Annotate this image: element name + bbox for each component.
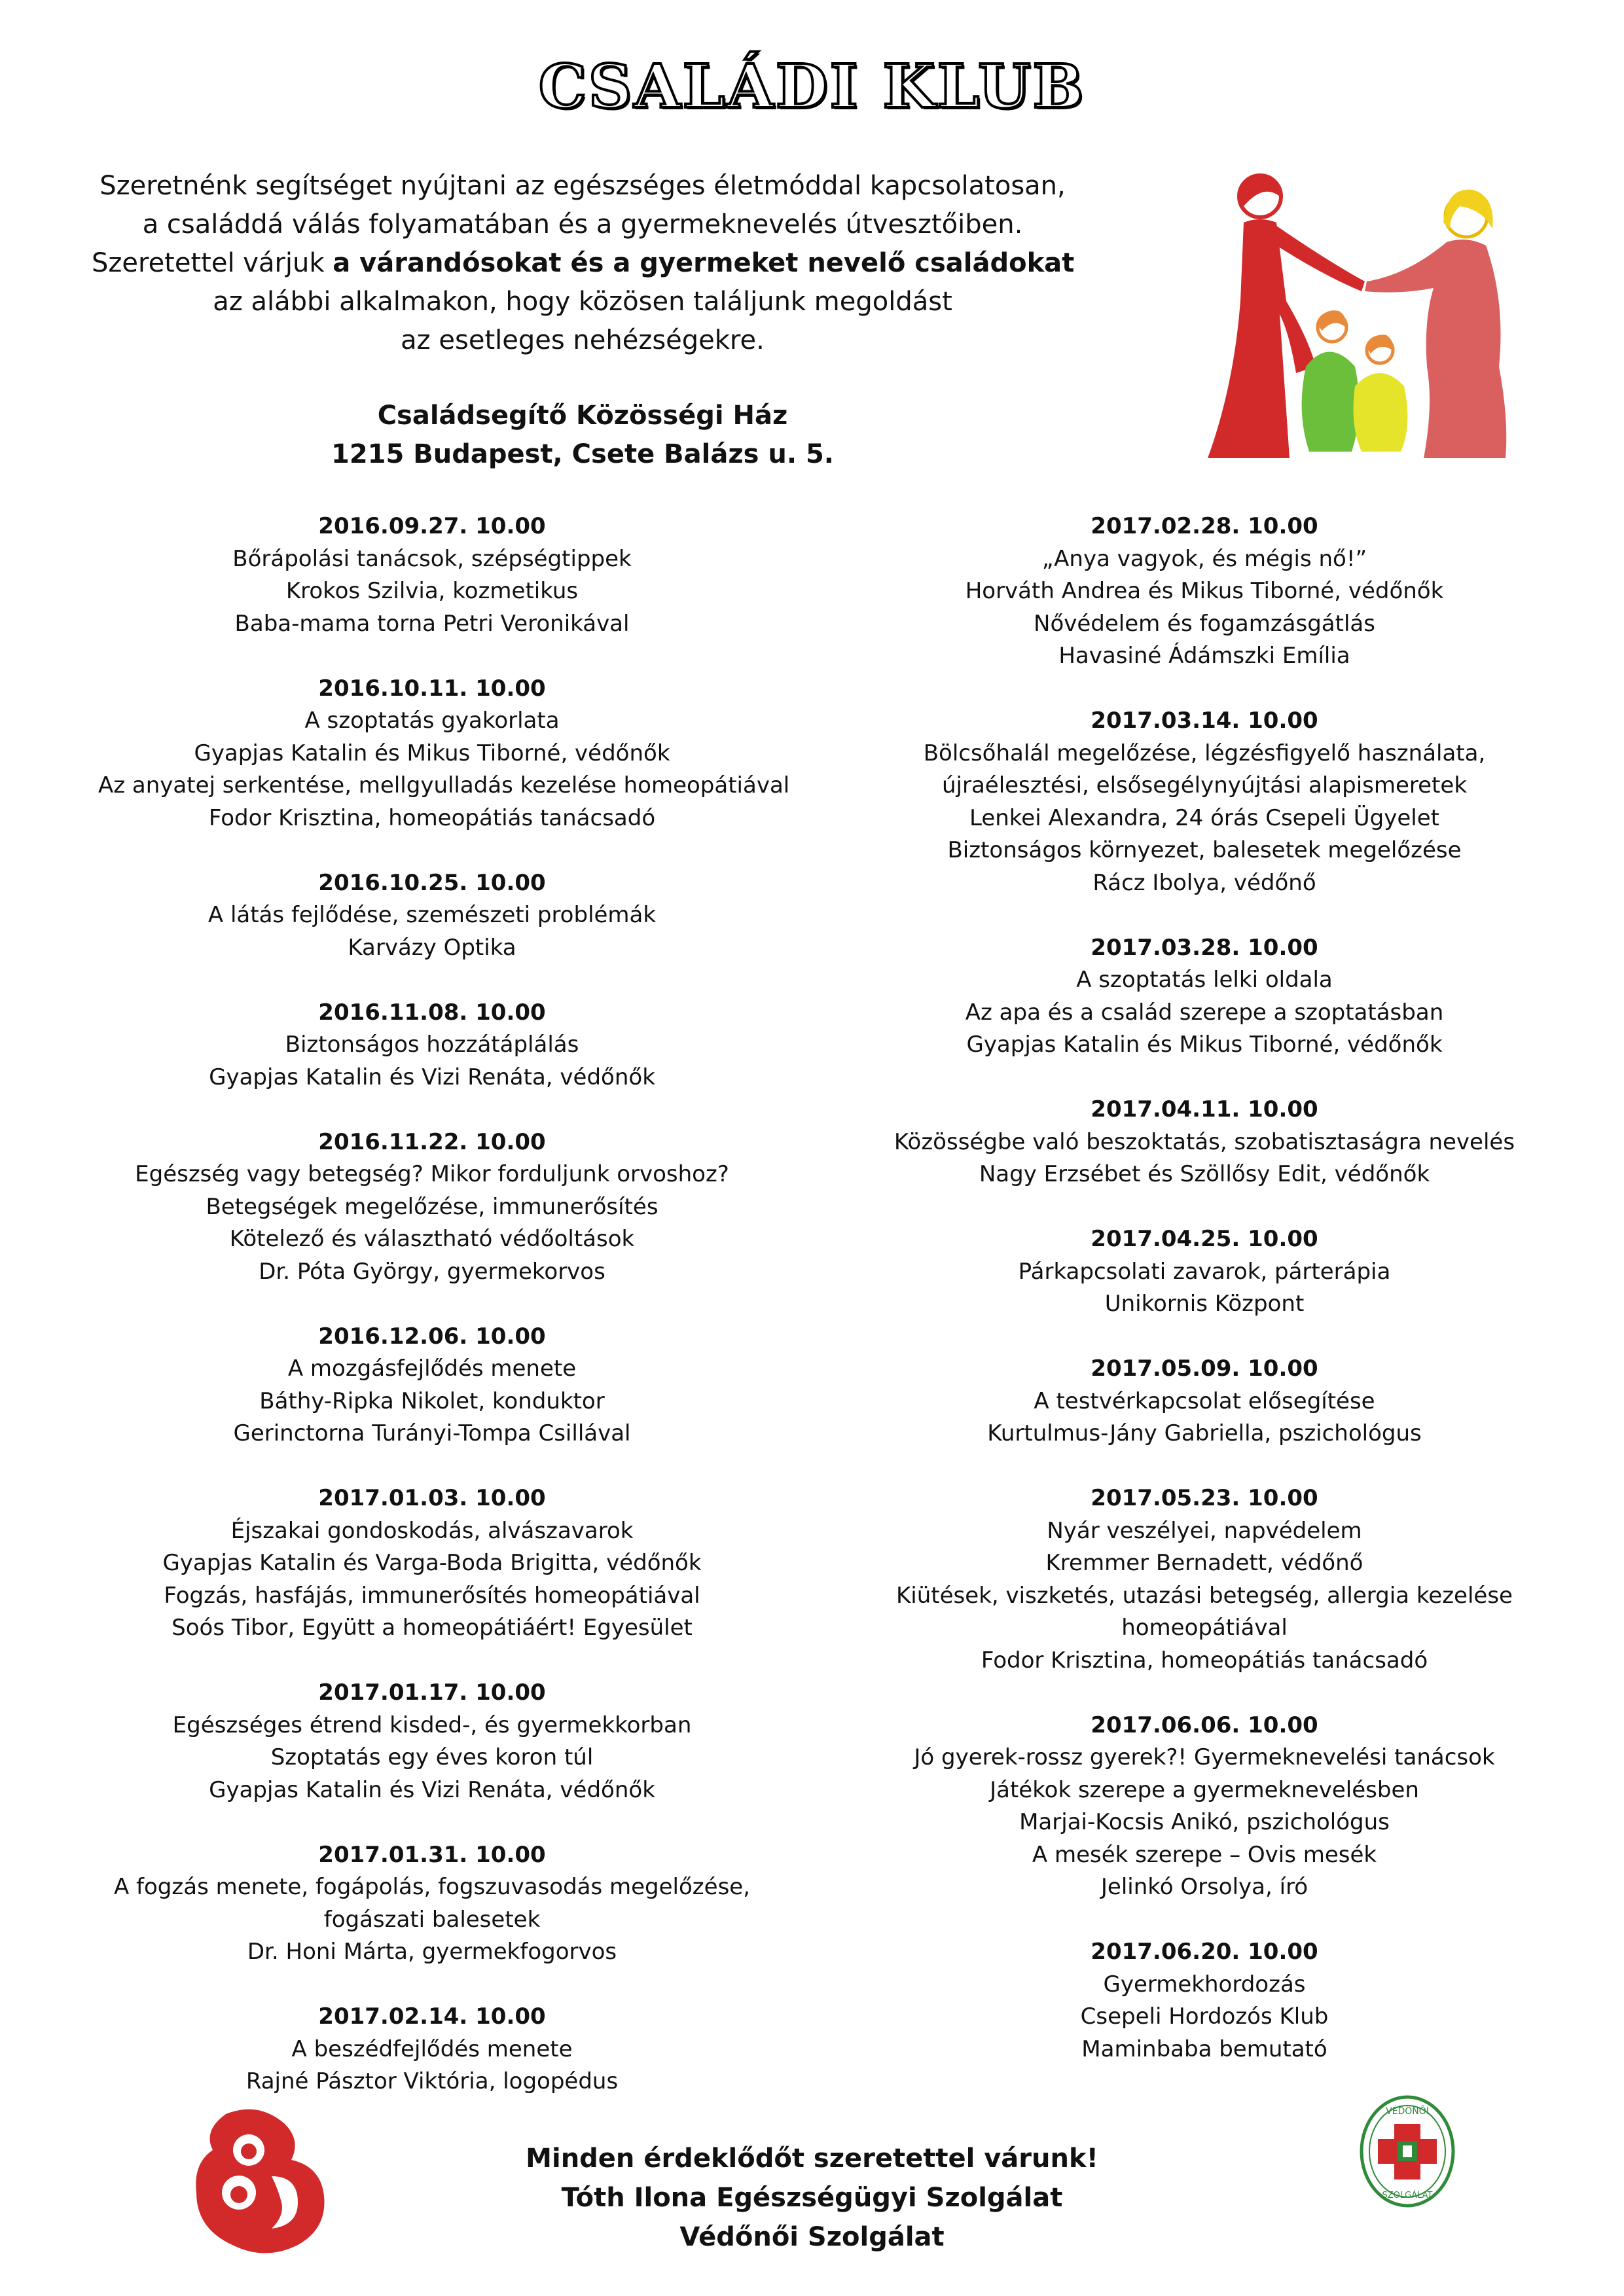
event-detail: Kremmer Bernadett, védőnő — [1045, 1550, 1363, 1576]
event-detail: Karvázy Optika — [348, 934, 516, 961]
event-detail: Gerinctorna Turányi-Tompa Csillával — [233, 1420, 631, 1446]
event-detail: Nagy Erzsébet és Szöllősy Edit, védőnők — [979, 1161, 1430, 1187]
event-block — [98, 997, 766, 1094]
intro-highlight: a várandósokat és a gyermeket nevelő családokat — [333, 248, 1075, 278]
event-detail: Betegségek megelőzése, immunerősítés — [206, 1193, 659, 1220]
event-detail: Egészség vagy betegség? Mikor forduljunk orvoshoz? — [135, 1161, 729, 1187]
event-date: 2017.06.20. 10.00 — [1091, 1939, 1318, 1965]
vedonoi-szolgalat-badge — [1358, 2094, 1456, 2209]
event-detail: Gyapjas Katalin és Varga-Boda Brigitta, védőnők — [162, 1550, 702, 1576]
event-detail: Bőrápolási tanácsok, szépségtippek — [232, 545, 632, 572]
footer-organization: Tóth Ilona Egészségügyi Szolgálat — [561, 2183, 1063, 2213]
event-detail: Szoptatás egy éves koron túl — [270, 1744, 594, 1770]
event-detail: Soós Tibor, Együtt a homeopátiáért! Egyesület — [171, 1615, 693, 1641]
event-detail: Fodor Krisztina, homeopátiás tanácsadó — [981, 1647, 1428, 1674]
event-detail: Marjai-Kocsis Anikó, pszichológus — [1019, 1809, 1390, 1835]
event-detail: Bölcsőhalál megelőzése, légzésfigyelő használata, — [923, 740, 1486, 766]
event-date: 2017.04.11. 10.00 — [1091, 1096, 1318, 1122]
event-block — [98, 673, 790, 835]
intro-line: a családdá válás folyamatában és a gyermeknevelés útvesztőiben. — [142, 209, 1023, 240]
event-detail: Krokos Szilvia, kozmetikus — [285, 578, 579, 604]
event-block — [98, 511, 766, 640]
family-illustration — [1198, 170, 1512, 478]
event-detail: A szoptatás lelki oldala — [1076, 967, 1333, 993]
event-detail: Lenkei Alexandra, 24 órás Csepeli Ügyelet — [969, 804, 1439, 831]
event-detail: Egészséges étrend kisded-, és gyermekkorban — [172, 1712, 692, 1738]
event-detail: Gyapjas Katalin és Vizi Renáta, védőnők — [209, 1776, 655, 1803]
event-date: 2017.01.17. 10.00 — [318, 1679, 546, 1706]
event-date: 2017.02.28. 10.00 — [1091, 513, 1318, 539]
event-detail: Játékok szerepe a gyermeknevelésben — [990, 1776, 1419, 1803]
event-block — [98, 1839, 766, 1969]
event-block — [98, 2001, 766, 2098]
event-date: 2016.10.25. 10.00 — [318, 869, 546, 896]
event-detail: Báthy-Ripka Nikolet, konduktor — [259, 1388, 605, 1414]
event-date: 2017.05.09. 10.00 — [1091, 1355, 1318, 1382]
event-detail: Éjszakai gondoskodás, alvászavarok — [230, 1517, 634, 1544]
event-detail: Rajné Pásztor Viktória, logopédus — [245, 2068, 619, 2094]
event-block — [871, 511, 1538, 673]
event-detail: homeopátiával — [1121, 1615, 1288, 1641]
event-block — [98, 1677, 766, 1806]
footer-service: Védőnői Szolgálat — [679, 2222, 945, 2252]
event-detail: Havasiné Ádámszki Emília — [1058, 643, 1350, 669]
event-date: 2017.02.14. 10.00 — [318, 2003, 546, 2030]
event-detail: A testvérkapcsolat elősegítése — [1034, 1388, 1375, 1414]
event-detail: Dr. Póta György, gyermekorvos — [259, 1258, 605, 1285]
event-block — [871, 1482, 1538, 1677]
event-detail: Gyapjas Katalin és Mikus Tiborné, védőnők — [194, 740, 670, 766]
event-detail: Kiütések, viszketés, utazási betegség, allergia kezelése — [896, 1582, 1513, 1609]
event-detail: Kurtulmus-Jány Gabriella, pszichológus — [987, 1420, 1422, 1446]
event-detail: Unikornis Központ — [1104, 1291, 1305, 1317]
event-detail: Gyapjas Katalin és Vizi Renáta, védőnők — [209, 1064, 655, 1090]
event-detail: Biztonságos hozzátáplálás — [285, 1031, 579, 1058]
event-detail: Nővédelem és fogamzásgátlás — [1034, 610, 1375, 637]
events-left-column — [98, 511, 790, 2130]
event-detail: Maminbaba bemutató — [1081, 2036, 1327, 2062]
event-detail: Az anyatej serkentése, mellgyulladás kezelése homeopátiával — [98, 772, 790, 798]
intro-line — [92, 244, 1074, 283]
event-detail: Jó gyerek-rossz gyerek?! Gyermeknevelési tanácsok — [914, 1744, 1495, 1770]
event-block — [98, 1482, 766, 1645]
event-block — [98, 1126, 766, 1289]
event-block — [871, 1353, 1538, 1450]
venue-name: Családsegítő Közösségi Ház — [377, 401, 788, 431]
badge-top-text: VÉDŐNŐI — [1386, 2106, 1429, 2117]
event-date: 2017.01.31. 10.00 — [318, 1841, 546, 1868]
event-date: 2017.06.06. 10.00 — [1091, 1712, 1318, 1738]
events-right-column — [871, 511, 1538, 2098]
event-date: 2017.03.28. 10.00 — [1091, 934, 1318, 961]
intro-line: az esetleges nehézségekre. — [401, 325, 765, 355]
event-block — [871, 1223, 1538, 1321]
event-date: 2017.01.03. 10.00 — [318, 1485, 546, 1511]
event-detail: Biztonságos környezet, balesetek megelőzése — [947, 837, 1462, 863]
event-date: 2017.04.25. 10.00 — [1091, 1226, 1318, 1252]
event-date: 2017.05.23. 10.00 — [1091, 1485, 1318, 1511]
event-date: 2016.11.22. 10.00 — [318, 1128, 546, 1155]
event-date: 2017.03.14. 10.00 — [1091, 708, 1318, 734]
event-detail: Az apa és a család szerepe a szoptatásban — [965, 999, 1444, 1026]
event-block — [871, 705, 1538, 899]
event-detail: A fogzás menete, fogápolás, fogszuvasodás megelőzése, — [113, 1874, 751, 1900]
event-date: 2016.10.11. 10.00 — [318, 675, 546, 702]
event-block — [871, 1094, 1538, 1191]
event-detail: „Anya vagyok, és mégis nő!” — [1041, 545, 1367, 572]
intro-line: az alábbi alkalmakon, hogy közösen találjunk megoldást — [213, 287, 952, 317]
event-detail: A beszédfejlődés menete — [291, 2036, 573, 2062]
event-detail: Gyapjas Katalin és Mikus Tiborné, védőnők — [966, 1031, 1443, 1058]
event-date: 2016.12.06. 10.00 — [318, 1323, 546, 1350]
event-detail: Párkapcsolati zavarok, párterápia — [1018, 1258, 1391, 1285]
event-detail: Horváth Andrea és Mikus Tiborné, védőnők — [965, 578, 1444, 604]
event-detail: A mozgásfejlődés menete — [287, 1355, 577, 1382]
event-detail: Nyár veszélyei, napvédelem — [1047, 1517, 1362, 1544]
venue — [92, 397, 1074, 474]
intro-text — [92, 167, 1074, 360]
event-block — [871, 1936, 1538, 2066]
event-date: 2016.11.08. 10.00 — [318, 999, 546, 1026]
page-title: CSALÁDI KLUB — [538, 51, 1086, 122]
event-block — [98, 867, 766, 965]
badge-bottom-text: SZOLGÁLAT — [1382, 2191, 1433, 2200]
event-block — [871, 932, 1538, 1062]
event-detail: Jelinkó Orsolya, író — [1100, 1874, 1308, 1900]
event-detail: Baba-mama torna Petri Veronikával — [234, 610, 630, 637]
event-detail: Fodor Krisztina, homeopátiás tanácsadó — [208, 804, 656, 831]
event-block — [98, 1321, 766, 1450]
intro-line-start: Szeretettel várjuk — [92, 248, 333, 278]
event-detail: A szoptatás gyakorlata — [304, 708, 560, 734]
intro-line: Szeretnénk segítséget nyújtani az egészséges életmóddal kapcsolatosan, — [99, 171, 1066, 201]
event-detail: Kötelező és választható védőoltások — [229, 1226, 635, 1252]
event-date: 2016.09.27. 10.00 — [318, 513, 546, 539]
event-detail: Közösségbe való beszoktatás, szobatisztaságra nevelés — [893, 1128, 1515, 1155]
event-detail: Csepeli Hordozós Klub — [1080, 2003, 1329, 2030]
footer-invitation: Minden érdeklődőt szeretettel várunk! — [526, 2144, 1098, 2174]
event-detail: Fogzás, hasfájás, immunerősítés homeopátiával — [164, 1582, 700, 1609]
venue-address: 1215 Budapest, Csete Balázs u. 5. — [331, 439, 834, 469]
event-block — [871, 1710, 1538, 1904]
event-detail: újraélesztési, elsősegélynyújtási alapismeretek — [941, 772, 1468, 798]
event-detail: Rácz Ibolya, védőnő — [1092, 869, 1316, 896]
event-detail: Dr. Honi Márta, gyermekfogorvos — [247, 1939, 617, 1965]
event-detail: fogászati balesetek — [323, 1906, 541, 1933]
event-detail: A mesék szerepe – Ovis mesék — [1032, 1841, 1377, 1868]
event-detail: A látás fejlődése, szemészeti problémák — [208, 902, 657, 928]
event-detail: Gyermekhordozás — [1103, 1971, 1306, 1998]
